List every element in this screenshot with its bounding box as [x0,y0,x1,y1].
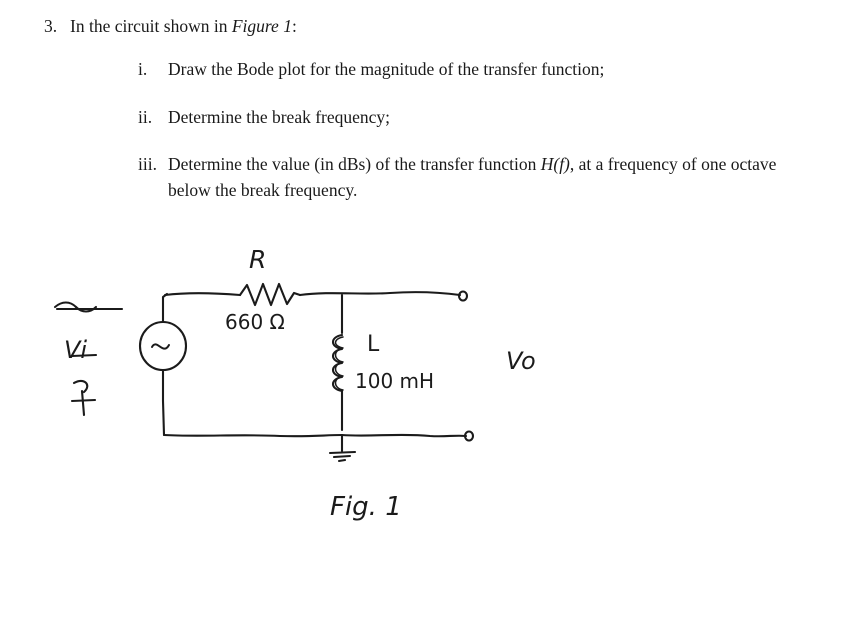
subquestion-list [138,57,798,203]
top-rail-right [300,292,460,295]
stem-figure-reference: Figure 1 [231,16,292,36]
ground-bar-2 [334,456,350,457]
subquestion-iii-text-b: , at a frequency of one octave below the break frequency. [168,154,777,200]
polarity-plus-vertical [82,391,84,415]
bottom-rail-left [164,435,342,436]
polarity-plus-horizontal [72,400,95,401]
stem-text-after: : [291,16,297,36]
inductor-label: L [367,332,380,357]
polarity-plus-hook [74,381,87,392]
source-bottom-wire [163,370,164,435]
subquestion-iii-text-a: Determine the value (in dBs) of the transfer function [168,154,541,175]
terminal-squiggle-top [55,303,76,308]
subquestion-ii-text: Determine the break frequency; [168,106,391,127]
question-number: 3. [44,16,58,36]
subquestion-i-label: i. [138,59,148,80]
resistor-value-label: 660 Ω [225,310,285,334]
circuit-figure [0,225,857,555]
source-circle [140,322,186,370]
resistor-label: R [249,245,267,274]
stem-text-before: In the circuit shown in [70,16,232,36]
subquestion-iii-label: iii. [138,154,157,175]
ground-bar-3 [339,460,345,461]
subquestion-i [138,57,798,82]
ground-bar-1 [330,452,355,453]
subquestion-iii [138,152,798,203]
question-stem [44,14,804,39]
source-sine-symbol [152,344,169,348]
top-rail-left [165,293,240,295]
output-voltage-label: Vo [506,347,536,375]
question-stem-text [70,14,804,39]
resistor-symbol [240,284,300,305]
figure-caption: Fig. 1 [330,492,402,522]
bottom-rail-right [342,435,466,436]
subquestion-ii [138,105,798,130]
subquestion-ii-label: ii. [138,106,153,127]
transfer-function-symbol: H(f) [540,154,570,175]
subquestion-i-text: Draw the Bode plot for the magnitude of the transfer function; [168,59,605,80]
inductor-value-label: 100 mH [355,369,435,393]
source-top-wire [163,294,167,322]
input-voltage-label: Vi [64,336,88,364]
question-block [44,14,804,203]
subquestion-iii-text [168,152,798,203]
